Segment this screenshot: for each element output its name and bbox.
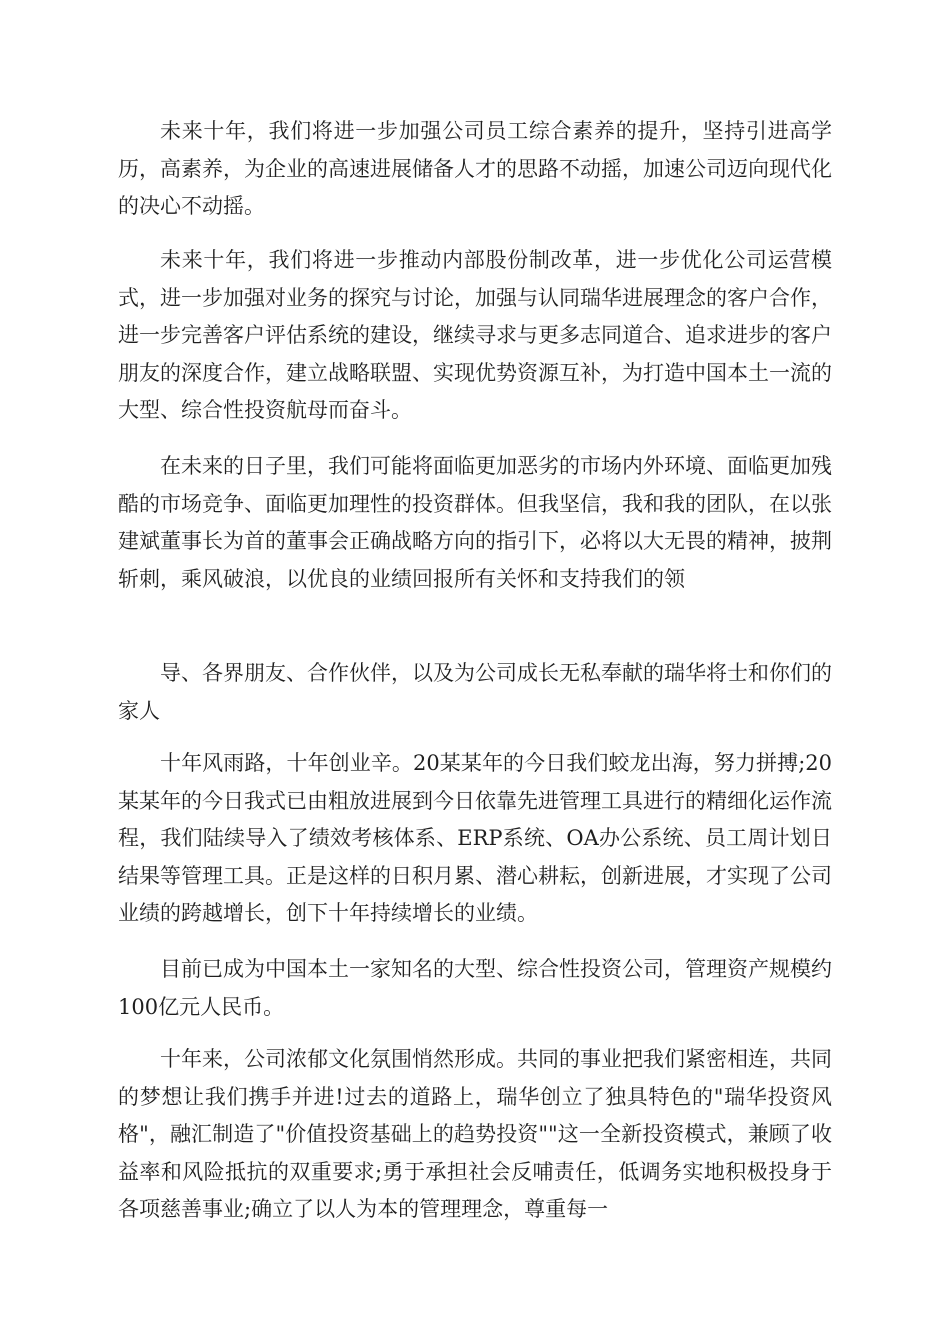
paragraph-company-scale: 目前已成为中国本土一家知名的大型、综合性投资公司，管理资产规模约100亿元人民币。	[118, 957, 832, 1019]
paragraph-future-challenges: 在未来的日子里，我们可能将面临更加恶劣的市场内外环境、面临更加残酷的市场竞争、面临更加理性的投资群体。但我坚信，我和我的团队，在以张建斌董事长为首的董事会正确战略方向的指引下，必将以大无畏的精神，披荆斩刺，乘风破浪，以优良的业绩回报所有关怀和支持我们的领	[118, 454, 832, 591]
paragraph-thanks-continued: 导、各界朋友、合作伙伴，以及为公司成长无私奉献的瑞华将士和你们的家人	[118, 661, 832, 723]
paragraph-future-talent: 未来十年，我们将进一步加强公司员工综合素养的提升，坚持引进高学历，高素养，为企业的高速进展储备人才的思路不动摇，加速公司迈向现代化的决心不动摇。	[118, 119, 832, 218]
paragraph-company-culture: 十年来，公司浓郁文化氛围悄然形成。共同的事业把我们紧密相连，共同的梦想让我们携手并进!过去的道路上，瑞华创立了独具特色的"瑞华投资风格"，融汇制造了"价值投资基础上的趋势投资""这一全新投资模式，兼顾了收益率和风险抵抗的双重要求;勇于承担社会反哺责任，低调务实地积极投身于各项慈善事业;确立了以人为本的管理理念，尊重每一	[118, 1047, 832, 1221]
paragraph-future-reform: 未来十年，我们将进一步推动内部股份制改革，进一步优化公司运营模式，进一步加强对业务的探究与讨论，加强与认同瑞华进展理念的客户合作，进一步完善客户评估系统的建设，继续寻求与更多志同道合、追求进步的客户朋友的深度合作，建立战略联盟、实现优势资源互补，为打造中国本土一流的大型、综合性投资航母而奋斗。	[118, 248, 832, 422]
paragraph-ten-years-history: 十年风雨路，十年创业辛。20某某年的今日我们蛟龙出海，努力拼搏;20某某年的今日我式已由粗放进展到今日依靠先进管理工具进行的精细化运作流程，我们陆续导入了绩效考核体系、ERP系统、OA办公系统、员工周计划日结果等管理工具。正是这样的日积月累、潜心耕耘，创新进展，才实现了公司业绩的跨越增长，创下十年持续增长的业绩。	[118, 751, 832, 925]
